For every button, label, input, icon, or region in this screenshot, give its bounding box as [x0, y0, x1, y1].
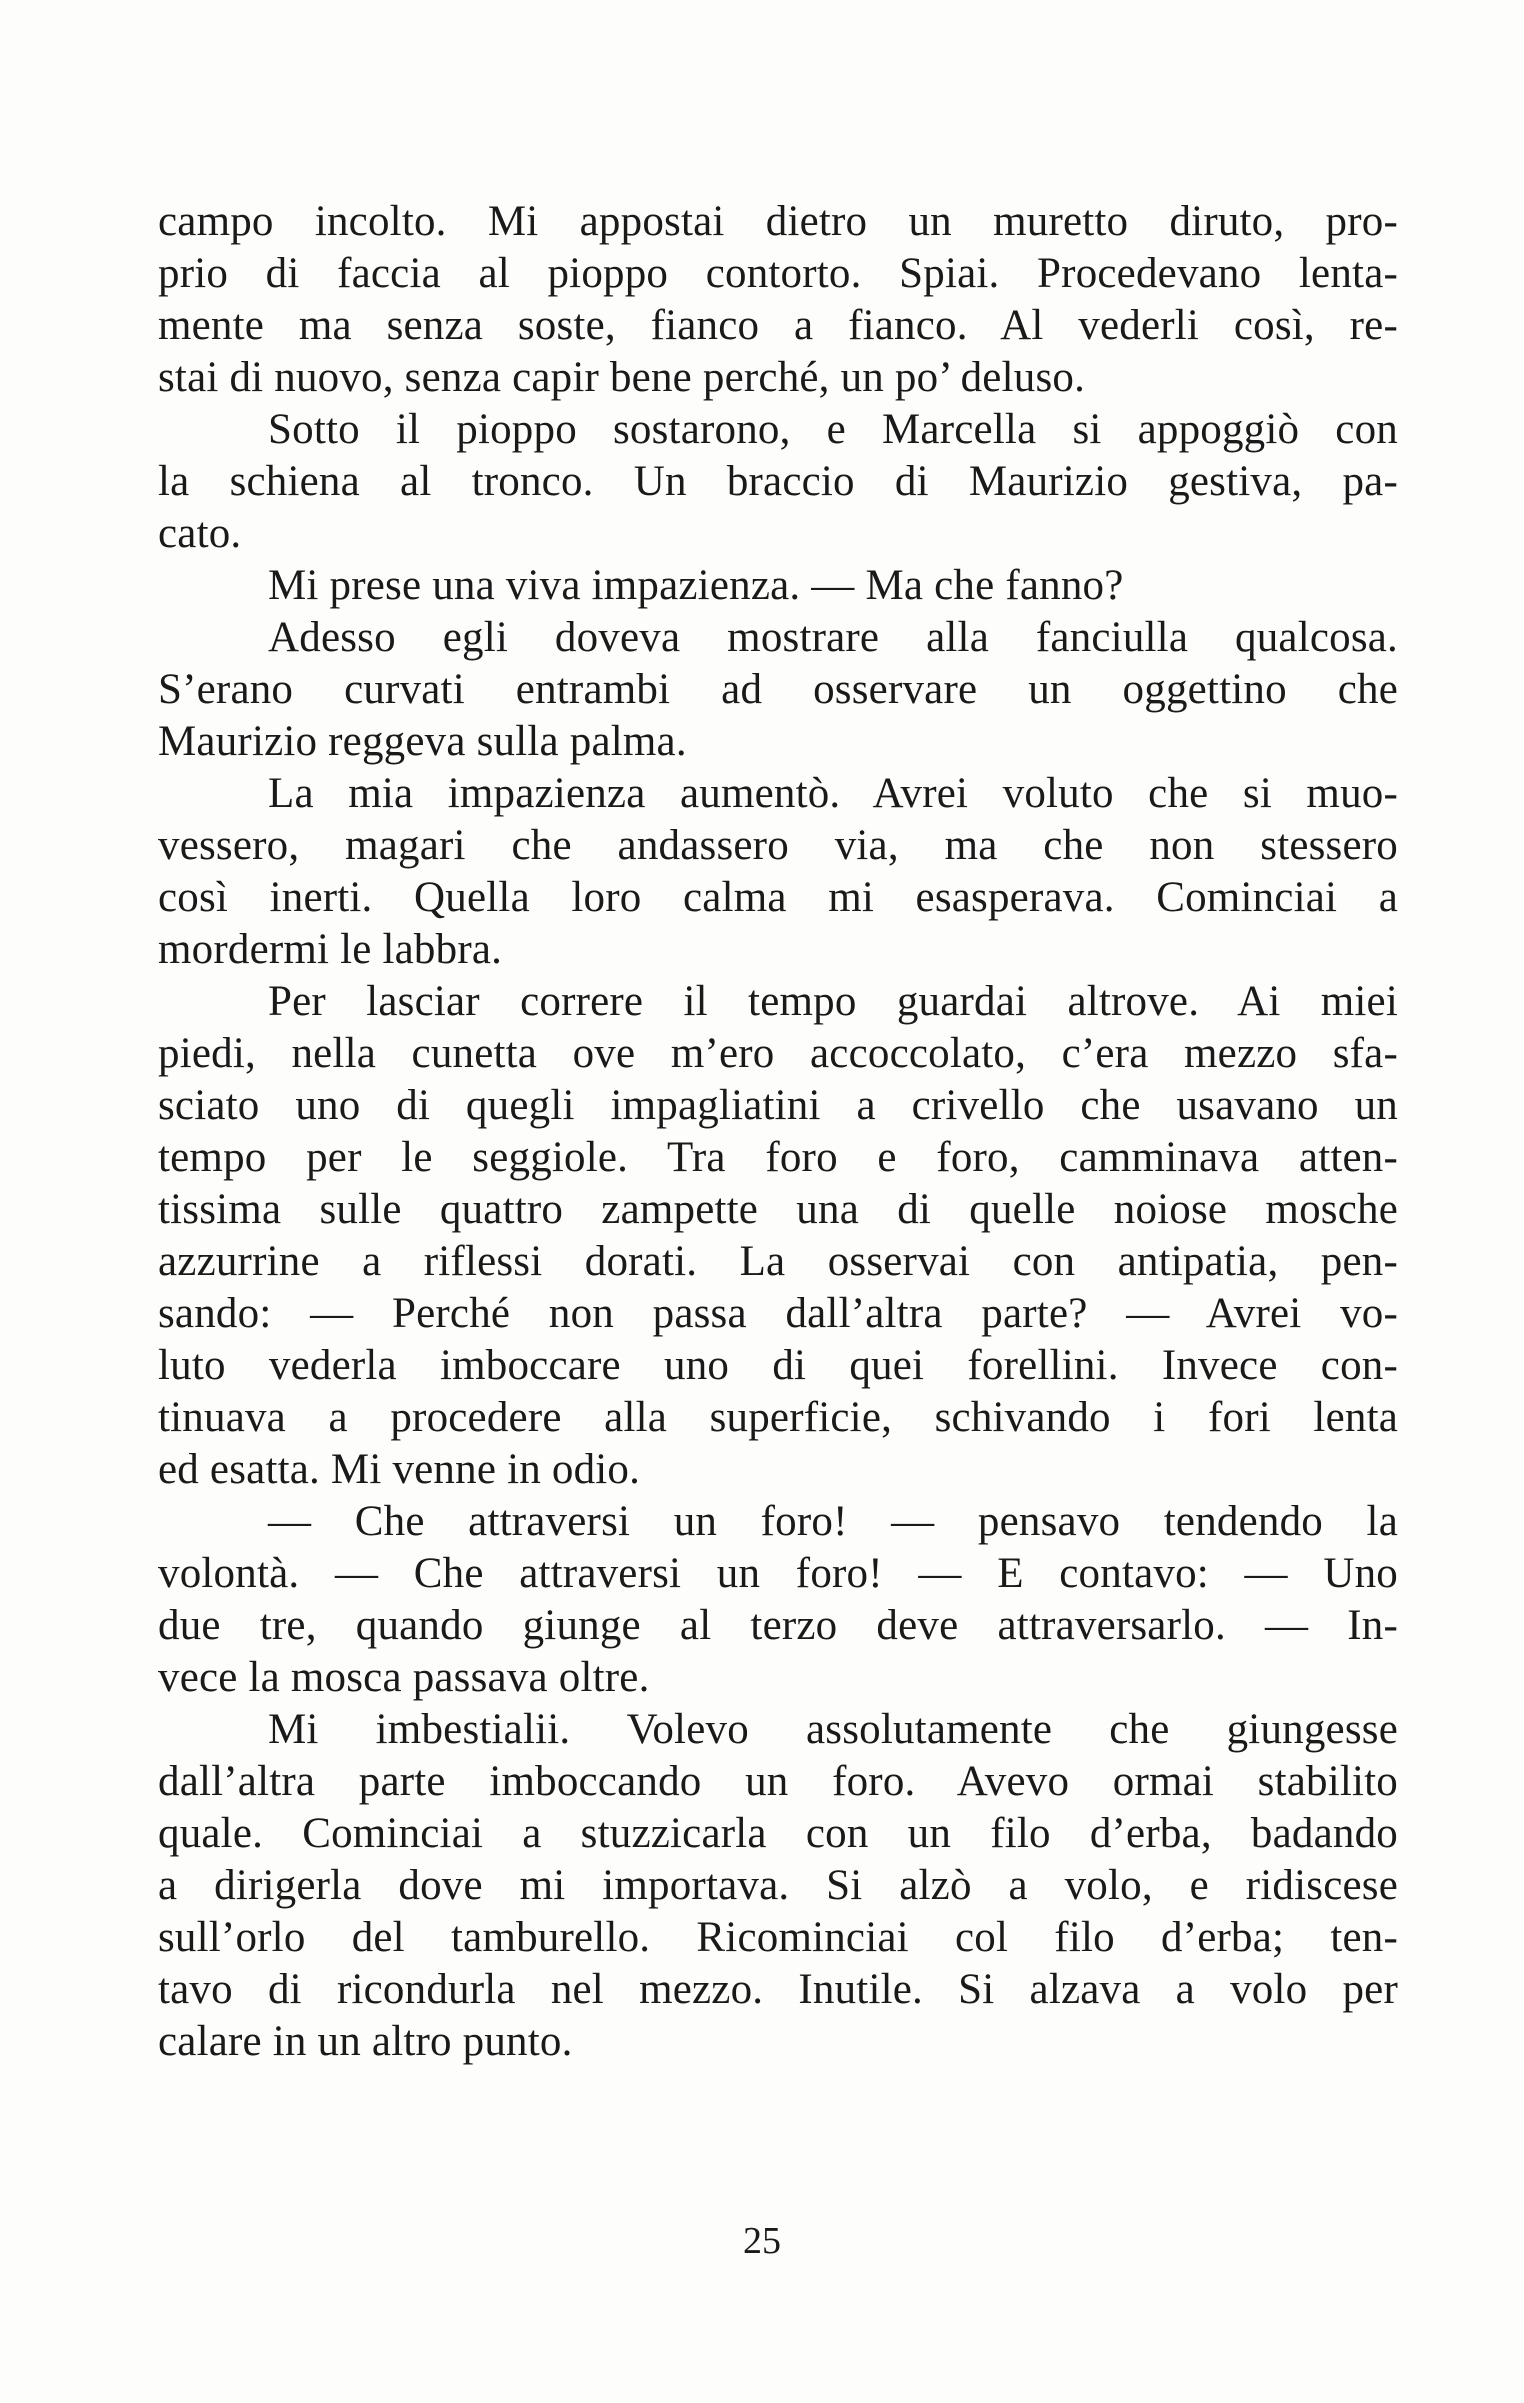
text-line: a dirigerla dove mi importava. Si alzò a volo, e ridiscese [158, 1862, 1398, 1909]
text-line: Per lasciar correre il tempo guardai altrove. Ai miei [268, 978, 1398, 1025]
text-line: volontà. — Che attraversi un foro! — E contavo: — Uno [158, 1550, 1398, 1597]
text-line: così inerti. Quella loro calma mi esasperava. Cominciai a [158, 874, 1398, 921]
text-line: tinuava a procedere alla superficie, schivando i fori lenta [158, 1394, 1398, 1441]
text-line: calare in un altro punto. [158, 2018, 573, 2065]
text-line: due tre, quando giunge al terzo deve attraversarlo. — In- [158, 1602, 1398, 1649]
text-line: prio di faccia al pioppo contorto. Spiai. Procedevano lenta- [158, 250, 1398, 297]
text-line: luto vederla imboccare uno di quei forellini. Invece con- [158, 1342, 1398, 1389]
text-line: mordermi le labbra. [158, 926, 503, 973]
text-line: la schiena al tronco. Un braccio di Maurizio gestiva, pa- [158, 458, 1398, 505]
text-line: ed esatta. Mi venne in odio. [158, 1446, 641, 1493]
text-line: Maurizio reggeva sulla palma. [158, 718, 687, 765]
text-line: Sotto il pioppo sostarono, e Marcella si appoggiò con [268, 406, 1398, 453]
text-line: tissima sulle quattro zampette una di quelle noiose mosche [158, 1186, 1398, 1233]
text-line: — Che attraversi un foro! — pensavo tendendo la [268, 1498, 1398, 1545]
text-line: campo incolto. Mi appostai dietro un muretto diruto, pro- [158, 198, 1398, 245]
text-line: dall’altra parte imboccando un foro. Avevo ormai stabilito [158, 1758, 1398, 1805]
text-line: Mi prese una viva impazienza. — Ma che fanno? [268, 562, 1124, 609]
page-number: 25 [743, 2220, 781, 2262]
text-line: sando: — Perché non passa dall’altra parte? — Avrei vo- [158, 1290, 1398, 1337]
text-line: mente ma senza soste, fianco a fianco. Al vederli così, re- [158, 302, 1398, 349]
text-line: cato. [158, 510, 242, 557]
text-line: La mia impazienza aumentò. Avrei voluto che si muo- [268, 770, 1398, 817]
text-line: sull’orlo del tamburello. Ricominciai col filo d’erba; ten- [158, 1914, 1398, 1961]
text-line: S’erano curvati entrambi ad osservare un oggettino che [158, 666, 1398, 713]
text-line: piedi, nella cunetta ove m’ero accoccolato, c’era mezzo sfa- [158, 1030, 1398, 1077]
text-line: tempo per le seggiole. Tra foro e foro, camminava atten- [158, 1134, 1398, 1181]
text-line: quale. Cominciai a stuzzicarla con un filo d’erba, badando [158, 1810, 1398, 1857]
text-line: vece la mosca passava oltre. [158, 1654, 650, 1701]
text-line: sciato uno di quegli impagliatini a crivello che usavano un [158, 1082, 1398, 1129]
text-line: Adesso egli doveva mostrare alla fanciulla qualcosa. [268, 614, 1398, 661]
text-line: tavo di ricondurla nel mezzo. Inutile. Si alzava a volo per [158, 1966, 1398, 2013]
text-line: stai di nuovo, senza capir bene perché, un po’ deluso. [158, 354, 1086, 401]
text-line: vessero, magari che andassero via, ma che non stessero [158, 822, 1398, 869]
text-line: azzurrine a riflessi dorati. La osservai con antipatia, pen- [158, 1238, 1398, 1285]
text-line: Mi imbestialii. Volevo assolutamente che giungesse [268, 1706, 1398, 1753]
